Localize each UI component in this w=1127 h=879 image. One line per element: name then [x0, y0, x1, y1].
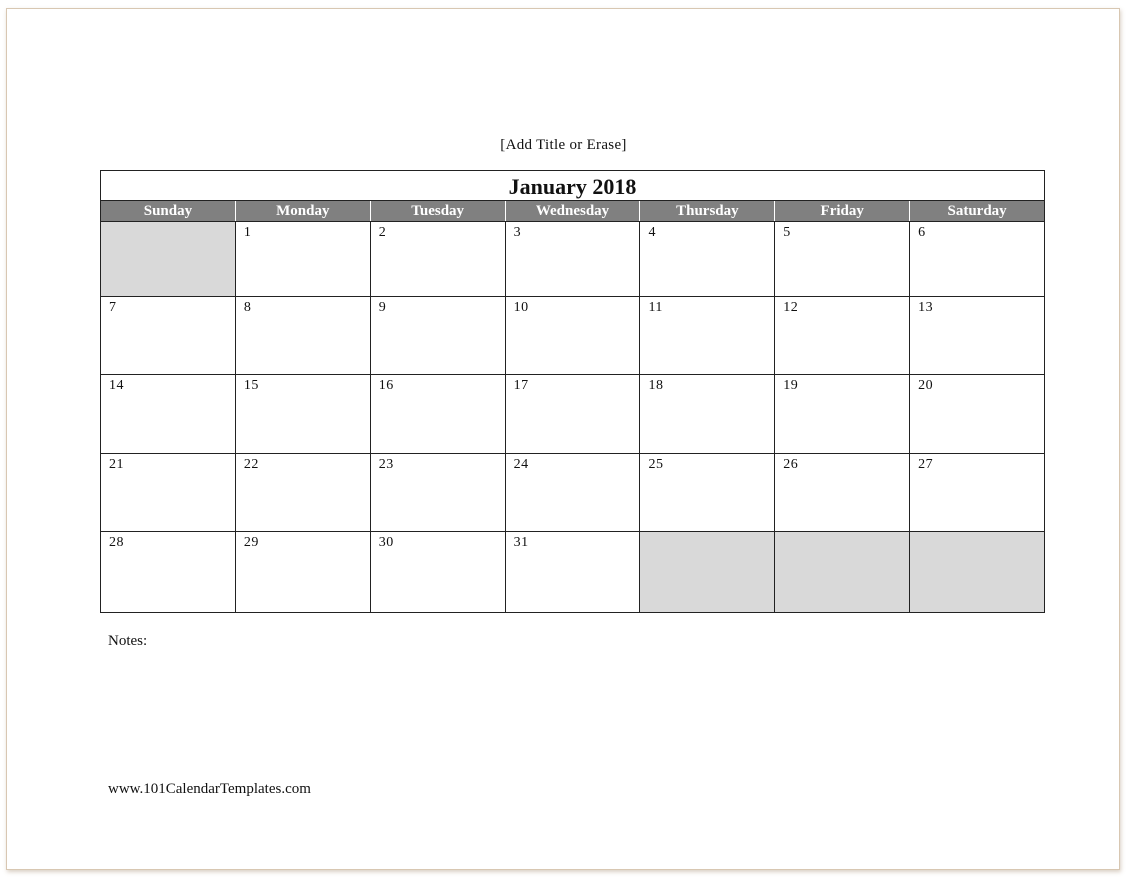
- day-cell[interactable]: [640, 297, 775, 374]
- day-number: 27: [918, 457, 934, 472]
- day-cell[interactable]: [506, 297, 641, 374]
- calendar-grid: [100, 170, 1045, 613]
- day-number: 24: [513, 457, 529, 472]
- day-number: 9: [378, 300, 387, 315]
- day-cell[interactable]: [236, 297, 371, 374]
- day-number: 29: [243, 535, 259, 550]
- day-cell[interactable]: [371, 222, 506, 296]
- day-number: 19: [783, 378, 799, 393]
- day-cell[interactable]: [236, 532, 371, 612]
- day-number: 21: [109, 457, 124, 472]
- weekday-header-wednesday: Wednesday: [506, 201, 641, 221]
- day-number: 22: [243, 457, 259, 472]
- month-title: January 2018: [101, 171, 1044, 201]
- day-number: 11: [648, 300, 663, 315]
- day-number: 28: [109, 535, 124, 550]
- day-number: 13: [918, 300, 934, 315]
- day-cell[interactable]: [775, 297, 910, 374]
- empty-day-cell: [101, 222, 236, 296]
- weekday-header-monday: Monday: [236, 201, 371, 221]
- empty-day-cell: [775, 532, 910, 612]
- day-cell[interactable]: [101, 297, 236, 374]
- day-cell[interactable]: [371, 297, 506, 374]
- day-number: 10: [513, 300, 529, 315]
- day-number: 25: [648, 457, 664, 472]
- weekday-header-row: [101, 201, 1044, 221]
- calendar-weeks: [101, 221, 1044, 612]
- weekday-header-tuesday: Tuesday: [371, 201, 506, 221]
- day-number: 3: [513, 225, 522, 240]
- day-number: 23: [378, 457, 394, 472]
- empty-day-cell: [640, 532, 775, 612]
- day-cell[interactable]: [236, 222, 371, 296]
- day-cell[interactable]: [371, 375, 506, 453]
- day-number: 2: [378, 225, 387, 240]
- notes-label: Notes:: [108, 633, 148, 649]
- day-cell[interactable]: [775, 375, 910, 453]
- day-cell[interactable]: [101, 454, 236, 531]
- day-cell[interactable]: [236, 375, 371, 453]
- day-number: 7: [109, 300, 117, 315]
- weekday-header-thursday: Thursday: [640, 201, 775, 221]
- day-number: 26: [783, 457, 799, 472]
- day-cell[interactable]: [506, 222, 641, 296]
- week-row-3: [101, 374, 1044, 453]
- week-row-4: [101, 453, 1044, 531]
- day-number: 14: [109, 378, 124, 393]
- day-number: 8: [243, 300, 252, 315]
- day-cell[interactable]: [640, 222, 775, 296]
- day-cell[interactable]: [506, 532, 641, 612]
- day-cell[interactable]: [371, 454, 506, 531]
- day-number: 17: [513, 378, 529, 393]
- day-cell[interactable]: [910, 297, 1044, 374]
- week-row-5: [101, 531, 1044, 612]
- day-cell[interactable]: [910, 375, 1044, 453]
- day-number: 12: [783, 300, 799, 315]
- day-cell[interactable]: [506, 375, 641, 453]
- week-row-1: [101, 221, 1044, 296]
- day-number: 31: [513, 535, 529, 550]
- day-cell[interactable]: [775, 454, 910, 531]
- website-footer-link[interactable]: www.101CalendarTemplates.com: [108, 781, 311, 797]
- document-title[interactable]: [Add Title or Erase]: [500, 137, 627, 153]
- weekday-header-sunday: Sunday: [101, 201, 236, 221]
- empty-day-cell: [910, 532, 1044, 612]
- day-cell[interactable]: [236, 454, 371, 531]
- day-cell[interactable]: [101, 532, 236, 612]
- day-number: 16: [378, 378, 394, 393]
- day-number: 20: [918, 378, 934, 393]
- day-cell[interactable]: [506, 454, 641, 531]
- weekday-header-friday: Friday: [775, 201, 910, 221]
- week-row-2: [101, 296, 1044, 374]
- day-cell[interactable]: [910, 454, 1044, 531]
- day-number: 30: [378, 535, 394, 550]
- day-cell[interactable]: [910, 222, 1044, 296]
- day-cell[interactable]: [101, 375, 236, 453]
- weekday-header-saturday: Saturday: [947, 203, 1007, 219]
- day-cell[interactable]: [640, 454, 775, 531]
- day-cell[interactable]: [371, 532, 506, 612]
- day-cell[interactable]: [775, 222, 910, 296]
- day-number: 5: [783, 225, 791, 240]
- day-number: 6: [918, 225, 926, 240]
- day-cell[interactable]: [640, 375, 775, 453]
- day-number: 4: [648, 225, 656, 240]
- day-number: 18: [648, 378, 664, 393]
- day-number: 1: [243, 225, 252, 240]
- day-number: 15: [243, 378, 259, 393]
